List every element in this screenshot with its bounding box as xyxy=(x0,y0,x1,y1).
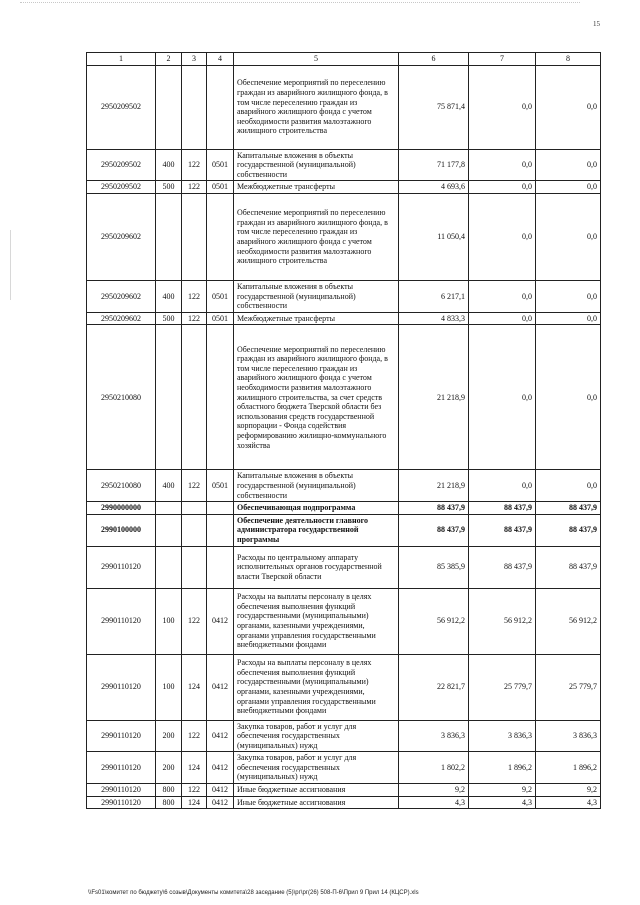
admin-code-cell: 124 xyxy=(182,796,207,809)
header-cell: 3 xyxy=(182,53,207,66)
kcsr-code-cell: 2950209602 xyxy=(87,193,156,280)
description-cell: Капитальные вложения в объекты государственной (муниципальной) собственности xyxy=(234,280,399,312)
description-cell: Обеспечивающая подпрограмма xyxy=(234,502,399,515)
section-code-cell: 0412 xyxy=(207,654,234,720)
table-row xyxy=(87,280,601,312)
section-code-cell: 0412 xyxy=(207,720,234,752)
table-row xyxy=(87,470,601,502)
amount-year2-cell: 0,0 xyxy=(469,325,536,470)
amount-year3-cell: 25 779,7 xyxy=(536,654,601,720)
section-code-cell xyxy=(207,546,234,588)
amount-year2-cell: 0,0 xyxy=(469,280,536,312)
table-row xyxy=(87,149,601,181)
vr-code-cell: 400 xyxy=(156,280,182,312)
vr-code-cell: 100 xyxy=(156,654,182,720)
section-code-cell xyxy=(207,325,234,470)
amount-year2-cell: 0,0 xyxy=(469,181,536,194)
kcsr-code-cell: 2990110120 xyxy=(87,546,156,588)
table-row xyxy=(87,588,601,654)
amount-year2-cell: 3 836,3 xyxy=(469,720,536,752)
amount-year2-cell: 88 437,9 xyxy=(469,514,536,546)
section-code-cell xyxy=(207,65,234,149)
amount-year2-cell: 0,0 xyxy=(469,149,536,181)
kcsr-code-cell: 2990110120 xyxy=(87,796,156,809)
admin-code-cell: 122 xyxy=(182,181,207,194)
table-header-row xyxy=(87,53,601,66)
admin-code-cell xyxy=(182,65,207,149)
admin-code-cell xyxy=(182,325,207,470)
header-cell: 7 xyxy=(469,53,536,66)
admin-code-cell: 122 xyxy=(182,784,207,797)
description-cell: Расходы на выплаты персоналу в целях обеспечения выполнения функций государственными (муниципальными) органами, казенными учреждениями, органами управления государственными внебюджетными фондами xyxy=(234,588,399,654)
admin-code-cell: 122 xyxy=(182,588,207,654)
amount-year3-cell: 3 836,3 xyxy=(536,720,601,752)
vr-code-cell xyxy=(156,325,182,470)
amount-year2-cell: 9,2 xyxy=(469,784,536,797)
amount-year1-cell: 75 871,4 xyxy=(399,65,469,149)
kcsr-code-cell: 2950209502 xyxy=(87,181,156,194)
description-cell: Расходы на выплаты персоналу в целях обеспечения выполнения функций государственными (муниципальными) органами, казенными учреждениями, органами управления государственными внебюджетными фондами xyxy=(234,654,399,720)
amount-year2-cell: 0,0 xyxy=(469,65,536,149)
section-code-cell: 0412 xyxy=(207,784,234,797)
kcsr-code-cell: 2990110120 xyxy=(87,588,156,654)
vr-code-cell xyxy=(156,193,182,280)
vr-code-cell: 500 xyxy=(156,181,182,194)
amount-year3-cell: 88 437,9 xyxy=(536,502,601,515)
amount-year1-cell: 21 218,9 xyxy=(399,470,469,502)
amount-year1-cell: 88 437,9 xyxy=(399,502,469,515)
description-cell: Обеспечение мероприятий по переселению граждан из аварийного жилищного фонда, в том числе переселению граждан из аварийного жилищного фонда с учетом необходимости развития малоэтажного жилищного строительства xyxy=(234,65,399,149)
amount-year2-cell: 56 912,2 xyxy=(469,588,536,654)
amount-year1-cell: 88 437,9 xyxy=(399,514,469,546)
header-cell: 5 xyxy=(234,53,399,66)
amount-year3-cell: 0,0 xyxy=(536,470,601,502)
kcsr-code-cell: 2990110120 xyxy=(87,720,156,752)
table-row xyxy=(87,796,601,809)
description-cell: Иные бюджетные ассигнования xyxy=(234,796,399,809)
kcsr-code-cell: 2950209602 xyxy=(87,312,156,325)
kcsr-code-cell: 2950210080 xyxy=(87,470,156,502)
table-row xyxy=(87,784,601,797)
vr-code-cell: 100 xyxy=(156,588,182,654)
amount-year1-cell: 21 218,9 xyxy=(399,325,469,470)
amount-year1-cell: 85 385,9 xyxy=(399,546,469,588)
vr-code-cell: 400 xyxy=(156,470,182,502)
top-scan-marks xyxy=(20,2,580,7)
admin-code-cell: 122 xyxy=(182,720,207,752)
section-code-cell xyxy=(207,502,234,515)
amount-year1-cell: 4 693,6 xyxy=(399,181,469,194)
amount-year3-cell: 0,0 xyxy=(536,149,601,181)
description-cell: Обеспечение деятельности главного администратора государственной программы xyxy=(234,514,399,546)
vr-code-cell xyxy=(156,546,182,588)
table-row xyxy=(87,654,601,720)
table-row xyxy=(87,720,601,752)
description-cell: Межбюджетные трансферты xyxy=(234,181,399,194)
table-row xyxy=(87,502,601,515)
admin-code-cell: 122 xyxy=(182,470,207,502)
description-cell: Капитальные вложения в объекты государственной (муниципальной) собственности xyxy=(234,470,399,502)
section-code-cell: 0501 xyxy=(207,280,234,312)
table-row xyxy=(87,546,601,588)
amount-year2-cell: 0,0 xyxy=(469,312,536,325)
vr-code-cell: 500 xyxy=(156,312,182,325)
amount-year1-cell: 3 836,3 xyxy=(399,720,469,752)
amount-year3-cell: 0,0 xyxy=(536,325,601,470)
description-cell: Расходы по центральному аппарату исполнительных органов государственной власти Тверской области xyxy=(234,546,399,588)
table-row xyxy=(87,312,601,325)
amount-year1-cell: 4 833,3 xyxy=(399,312,469,325)
amount-year3-cell: 0,0 xyxy=(536,181,601,194)
amount-year3-cell: 0,0 xyxy=(536,280,601,312)
admin-code-cell: 122 xyxy=(182,312,207,325)
kcsr-code-cell: 2990100000 xyxy=(87,514,156,546)
header-cell: 1 xyxy=(87,53,156,66)
vr-code-cell: 400 xyxy=(156,149,182,181)
amount-year3-cell: 4,3 xyxy=(536,796,601,809)
section-code-cell: 0412 xyxy=(207,752,234,784)
kcsr-code-cell: 2950209502 xyxy=(87,65,156,149)
header-cell: 6 xyxy=(399,53,469,66)
admin-code-cell: 122 xyxy=(182,149,207,181)
vr-code-cell xyxy=(156,65,182,149)
amount-year1-cell: 1 802,2 xyxy=(399,752,469,784)
kcsr-code-cell: 2990110120 xyxy=(87,752,156,784)
amount-year1-cell: 9,2 xyxy=(399,784,469,797)
description-cell: Обеспечение мероприятий по переселению граждан из аварийного жилищного фонда, в том числе переселению граждан из аварийного жилищного фонда с учетом необходимости развития малоэтажного жилищного строительства, за счет средств областного бюджета Тверской области без использования средств государственной корпорации - Фонда содействия реформированию жилищно-коммунального хозяйства xyxy=(234,325,399,470)
table-row xyxy=(87,65,601,149)
table-row xyxy=(87,514,601,546)
admin-code-cell: 122 xyxy=(182,280,207,312)
admin-code-cell: 124 xyxy=(182,752,207,784)
section-code-cell: 0501 xyxy=(207,312,234,325)
description-cell: Обеспечение мероприятий по переселению граждан из аварийного жилищного фонда, в том числе переселению граждан из аварийного жилищного фонда с учетом необходимости развития малоэтажного жилищного строительства xyxy=(234,193,399,280)
amount-year1-cell: 22 821,7 xyxy=(399,654,469,720)
vr-code-cell: 200 xyxy=(156,752,182,784)
budget-table xyxy=(86,52,601,809)
vr-code-cell xyxy=(156,514,182,546)
description-cell: Капитальные вложения в объекты государственной (муниципальной) собственности xyxy=(234,149,399,181)
amount-year2-cell: 0,0 xyxy=(469,470,536,502)
header-cell: 2 xyxy=(156,53,182,66)
file-path-footer: \\Fs01\комитет по бюджету\6 созыв\Документы комитета\28 заседание (5)\рг\рг(26) 508-П-6\Прил 9 Прил 14 (КЦСР).xls xyxy=(88,890,419,896)
kcsr-code-cell: 2990000000 xyxy=(87,502,156,515)
amount-year1-cell: 71 177,8 xyxy=(399,149,469,181)
description-cell: Закупка товаров, работ и услуг для обеспечения государственных (муниципальных) нужд xyxy=(234,720,399,752)
admin-code-cell xyxy=(182,514,207,546)
amount-year2-cell: 4,3 xyxy=(469,796,536,809)
amount-year1-cell: 6 217,1 xyxy=(399,280,469,312)
amount-year2-cell: 1 896,2 xyxy=(469,752,536,784)
admin-code-cell xyxy=(182,502,207,515)
amount-year1-cell: 11 050,4 xyxy=(399,193,469,280)
section-code-cell: 0501 xyxy=(207,149,234,181)
table-row xyxy=(87,325,601,470)
amount-year3-cell: 88 437,9 xyxy=(536,546,601,588)
table-row xyxy=(87,181,601,194)
amount-year2-cell: 88 437,9 xyxy=(469,502,536,515)
amount-year3-cell: 56 912,2 xyxy=(536,588,601,654)
vr-code-cell xyxy=(156,502,182,515)
kcsr-code-cell: 2950209602 xyxy=(87,280,156,312)
section-code-cell xyxy=(207,193,234,280)
section-code-cell: 0412 xyxy=(207,796,234,809)
section-code-cell: 0501 xyxy=(207,181,234,194)
amount-year3-cell: 9,2 xyxy=(536,784,601,797)
amount-year3-cell: 0,0 xyxy=(536,193,601,280)
table-row xyxy=(87,193,601,280)
section-code-cell: 0412 xyxy=(207,588,234,654)
amount-year1-cell: 4,3 xyxy=(399,796,469,809)
amount-year2-cell: 88 437,9 xyxy=(469,546,536,588)
amount-year3-cell: 0,0 xyxy=(536,65,601,149)
page-number: 15 xyxy=(593,20,600,28)
description-cell: Закупка товаров, работ и услуг для обеспечения государственных (муниципальных) нужд xyxy=(234,752,399,784)
kcsr-code-cell: 2950210080 xyxy=(87,325,156,470)
amount-year3-cell: 1 896,2 xyxy=(536,752,601,784)
kcsr-code-cell: 2990110120 xyxy=(87,784,156,797)
vr-code-cell: 800 xyxy=(156,784,182,797)
amount-year1-cell: 56 912,2 xyxy=(399,588,469,654)
admin-code-cell xyxy=(182,546,207,588)
header-cell: 4 xyxy=(207,53,234,66)
kcsr-code-cell: 2950209502 xyxy=(87,149,156,181)
kcsr-code-cell: 2990110120 xyxy=(87,654,156,720)
amount-year2-cell: 0,0 xyxy=(469,193,536,280)
header-cell: 8 xyxy=(536,53,601,66)
vr-code-cell: 800 xyxy=(156,796,182,809)
admin-code-cell xyxy=(182,193,207,280)
amount-year3-cell: 0,0 xyxy=(536,312,601,325)
amount-year2-cell: 25 779,7 xyxy=(469,654,536,720)
section-code-cell xyxy=(207,514,234,546)
table-row xyxy=(87,752,601,784)
description-cell: Межбюджетные трансферты xyxy=(234,312,399,325)
amount-year3-cell: 88 437,9 xyxy=(536,514,601,546)
left-scan-mark xyxy=(10,230,11,300)
admin-code-cell: 124 xyxy=(182,654,207,720)
vr-code-cell: 200 xyxy=(156,720,182,752)
description-cell: Иные бюджетные ассигнования xyxy=(234,784,399,797)
section-code-cell: 0501 xyxy=(207,470,234,502)
